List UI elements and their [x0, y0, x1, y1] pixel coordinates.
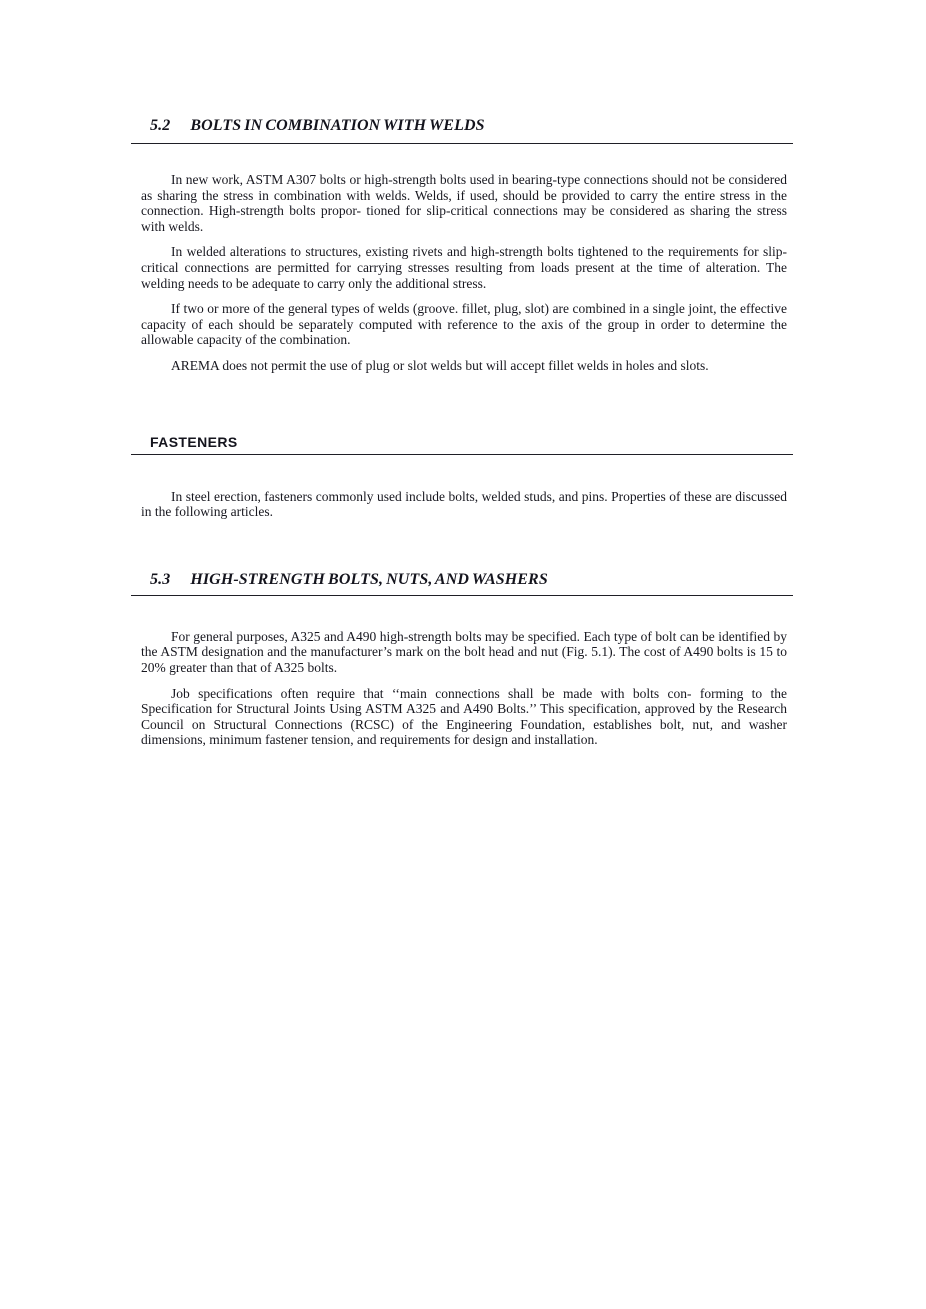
- heading-rule: [131, 454, 793, 455]
- section-heading: [131, 116, 793, 135]
- section-heading: [131, 570, 793, 589]
- heading-rule: [131, 595, 793, 596]
- paragraph: In new work, ASTM A307 bolts or high-strength bolts used in bearing-type connections should not be considered as sharing the stress in combination with welds. Welds, if used, should be provided to carry the entire stress in the connection. High-strength bolts propor- tioned for slip-critical connections may be considered as sharing the stress with welds.: [141, 172, 787, 234]
- paragraph: In steel erection, fasteners commonly used include bolts, welded studs, and pins. Properties of these are discussed in the following articles.: [141, 488, 787, 520]
- paragraph: For general purposes, A325 and A490 high-strength bolts may be specified. Each type of bolt can be identified by the ASTM designation and the manufacturer’s mark on the bolt head and nut (Fig. 5.1). The cost of A490 bolts is 15 to 20% greater than that of A325 bolts.: [141, 628, 787, 675]
- section-number: 5.2: [150, 117, 171, 134]
- section-heading: [131, 434, 793, 451]
- paragraph: Job specifications often require that ‘‘main connections shall be made with bolts con- forming to the Specification for Structural Joints Using ASTM A325 and A490 Bolts.’’ This specification, approved by the Research Council on Structural Connections (RCSC) of the Engineering Foundation, establishes bolt, nut, and washer dimensions, minimum fastener tension, and requirements for design and installation.: [141, 685, 787, 748]
- page-content: [131, 0, 793, 758]
- paragraph: AREMA does not permit the use of plug or slot welds but will accept fillet welds in holes and slots.: [171, 357, 709, 373]
- section-high-strength-bolts-nuts-washers: [131, 570, 793, 748]
- section-fasteners: [131, 434, 793, 520]
- heading-rule: [131, 143, 793, 144]
- section-number: 5.3: [150, 570, 171, 588]
- section-bolts-in-combination-with-welds: [131, 116, 793, 374]
- section-title: FASTENERS: [150, 433, 238, 450]
- section-title: HIGH-STRENGTH BOLTS, NUTS, AND WASHERS: [190, 570, 548, 588]
- section-title: BOLTS IN COMBINATION WITH WELDS: [190, 117, 485, 134]
- paragraph: In welded alterations to structures, existing rivets and high-strength bolts tightened to the requirements for slip-critical connections are permitted for carrying stresses resulting from loads present at the time of alteration. The welding needs to be adequate to carry only the additional stress.: [141, 244, 787, 291]
- paragraph: If two or more of the general types of welds (groove. fillet, plug, slot) are combined in a single joint, the effective capacity of each should be separately computed with reference to the axis of the group in order to determine the allowable capacity of the combination.: [141, 301, 787, 348]
